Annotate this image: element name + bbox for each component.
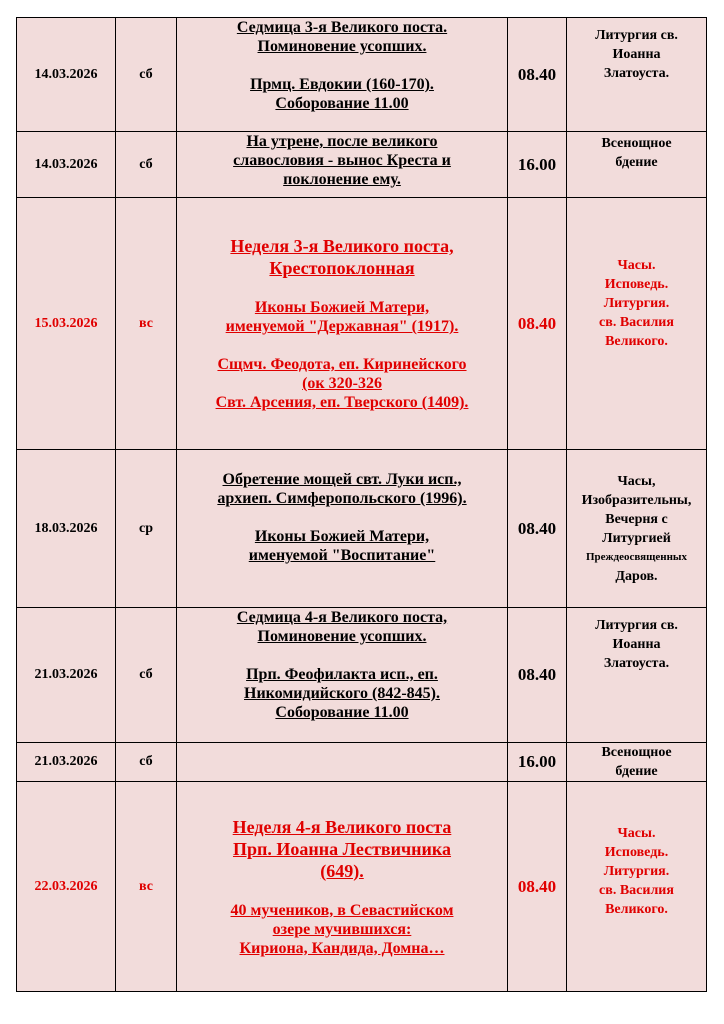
event-line: именуемой "Воспитание": [248, 547, 436, 564]
weekday-cell: вс: [116, 198, 177, 450]
event-line: 40 мучеников, в Севастийском: [230, 901, 454, 919]
event-line: Прмц. Евдокии (160-170).: [250, 76, 434, 93]
event-line: Никомидийского (842-845).: [244, 685, 440, 702]
date-cell: 22.03.2026: [17, 782, 116, 992]
service-line: Часы.: [617, 258, 656, 273]
feast-title: Неделя 3-я Великого поста,: [230, 236, 454, 256]
event-line: Иконы Божией Матери,: [254, 299, 430, 316]
service-cell: [567, 18, 707, 132]
event-line: Седмица 4-я Великого поста,: [236, 609, 448, 626]
schedule-row-sunday: [17, 198, 707, 450]
weekday-cell: сб: [116, 132, 177, 198]
event-line: Соборование 11.00: [275, 704, 409, 721]
time-cell: 08.40: [508, 782, 567, 992]
date-cell: 15.03.2026: [17, 198, 116, 450]
event-cell: [177, 608, 508, 743]
service-line: Златоуста.: [603, 656, 670, 671]
service-line: Великого.: [605, 902, 668, 917]
event-line: Свт. Арсения, еп. Тверского (1409).: [215, 394, 469, 411]
time-cell: 08.40: [508, 198, 567, 450]
event-cell: [177, 18, 508, 132]
event-cell: [177, 743, 508, 782]
date-cell: 14.03.2026: [17, 132, 116, 198]
event-line: Седмица 3-я Великого поста.: [236, 19, 448, 36]
service-cell: [567, 450, 707, 608]
event-line: Поминовение усопших.: [257, 38, 427, 55]
event-spacer: [180, 882, 504, 901]
service-line: Вечерня с: [605, 511, 668, 527]
schedule-row: [17, 18, 707, 132]
service-line: Исповедь.: [604, 277, 669, 292]
service-line: св. Василия: [599, 883, 674, 898]
time-cell: 16.00: [508, 132, 567, 198]
event-spacer: [180, 56, 504, 75]
event-cell: [177, 198, 508, 450]
service-cell: [567, 608, 707, 743]
service-cell: [567, 782, 707, 992]
service-line: Литургия св.: [595, 28, 678, 43]
date-cell: 21.03.2026: [17, 608, 116, 743]
date-cell: 18.03.2026: [17, 450, 116, 608]
event-line: Кириона, Кандида, Домна…: [239, 939, 445, 957]
event-line: именуемой "Державная" (1917).: [225, 318, 459, 335]
service-line: Изобразительны,: [581, 492, 692, 508]
feast-title: Крестопоклонная: [269, 258, 415, 278]
event-line: озере мучившихся:: [272, 920, 412, 938]
schedule-row: [17, 132, 707, 198]
time-cell: 08.40: [508, 608, 567, 743]
event-line: Иконы Божией Матери,: [254, 528, 430, 545]
event-spacer: [180, 646, 504, 665]
service-line: Иоанна: [612, 637, 661, 652]
date-cell: 21.03.2026: [17, 743, 116, 782]
service-line: Преждеосвященных: [585, 550, 688, 563]
weekday-cell: вс: [116, 782, 177, 992]
event-line: Сщмч. Феодота, еп. Киринейского: [217, 356, 467, 373]
event-spacer: [180, 279, 504, 298]
feast-title: Прп. Иоанна Лествичника: [232, 838, 452, 859]
weekday-cell: сб: [116, 608, 177, 743]
event-cell: [177, 450, 508, 608]
service-cell: [567, 198, 707, 450]
event-line: поклонение ему.: [283, 171, 401, 188]
time-cell: 08.40: [508, 18, 567, 132]
weekday-cell: ср: [116, 450, 177, 608]
service-line: Всенощное: [601, 136, 672, 151]
service-line: Часы,: [617, 473, 656, 489]
service-line: Златоуста.: [603, 66, 670, 81]
service-line: Литургией: [602, 530, 671, 546]
event-spacer: [180, 508, 504, 527]
schedule-row: [17, 450, 707, 608]
service-line: Литургия.: [603, 864, 670, 879]
service-line: Всенощное: [601, 745, 672, 760]
service-line: Иоанна: [612, 47, 661, 62]
service-line: Даров.: [615, 568, 658, 584]
schedule-row: [17, 743, 707, 782]
schedule-table: [16, 17, 707, 992]
service-cell: [567, 743, 707, 782]
time-cell: 16.00: [508, 743, 567, 782]
service-line: Часы.: [617, 826, 656, 841]
schedule-row: [17, 608, 707, 743]
feast-title: (649).: [320, 860, 364, 881]
date-cell: 14.03.2026: [17, 18, 116, 132]
event-line: Соборование 11.00: [275, 95, 409, 112]
event-line: Прп. Феофилакта исп., еп.: [246, 666, 438, 683]
service-line: Исповедь.: [604, 845, 669, 860]
event-line: Поминовение усопших.: [257, 628, 427, 645]
event-line: архиеп. Симферопольского (1996).: [217, 490, 467, 507]
time-cell: 08.40: [508, 450, 567, 608]
event-line: (ок 320-326: [302, 375, 382, 392]
event-spacer: [180, 336, 504, 355]
service-line: Великого.: [605, 334, 668, 349]
service-line: св. Василия: [599, 315, 674, 330]
service-line: бдение: [615, 155, 658, 170]
service-line: Литургия св.: [595, 618, 678, 633]
event-line: славословия - вынос Креста и: [233, 152, 451, 169]
schedule-row-sunday: [17, 782, 707, 992]
service-cell: [567, 132, 707, 198]
weekday-cell: сб: [116, 743, 177, 782]
event-line: Обретение мощей свт. Луки исп.,: [222, 471, 462, 488]
event-cell: [177, 132, 508, 198]
weekday-cell: сб: [116, 18, 177, 132]
event-line: На утрене, после великого: [246, 133, 438, 150]
service-line: Литургия.: [603, 296, 670, 311]
service-line: бдение: [615, 764, 658, 779]
feast-title: Неделя 4-я Великого поста: [232, 816, 452, 837]
event-cell: [177, 782, 508, 992]
